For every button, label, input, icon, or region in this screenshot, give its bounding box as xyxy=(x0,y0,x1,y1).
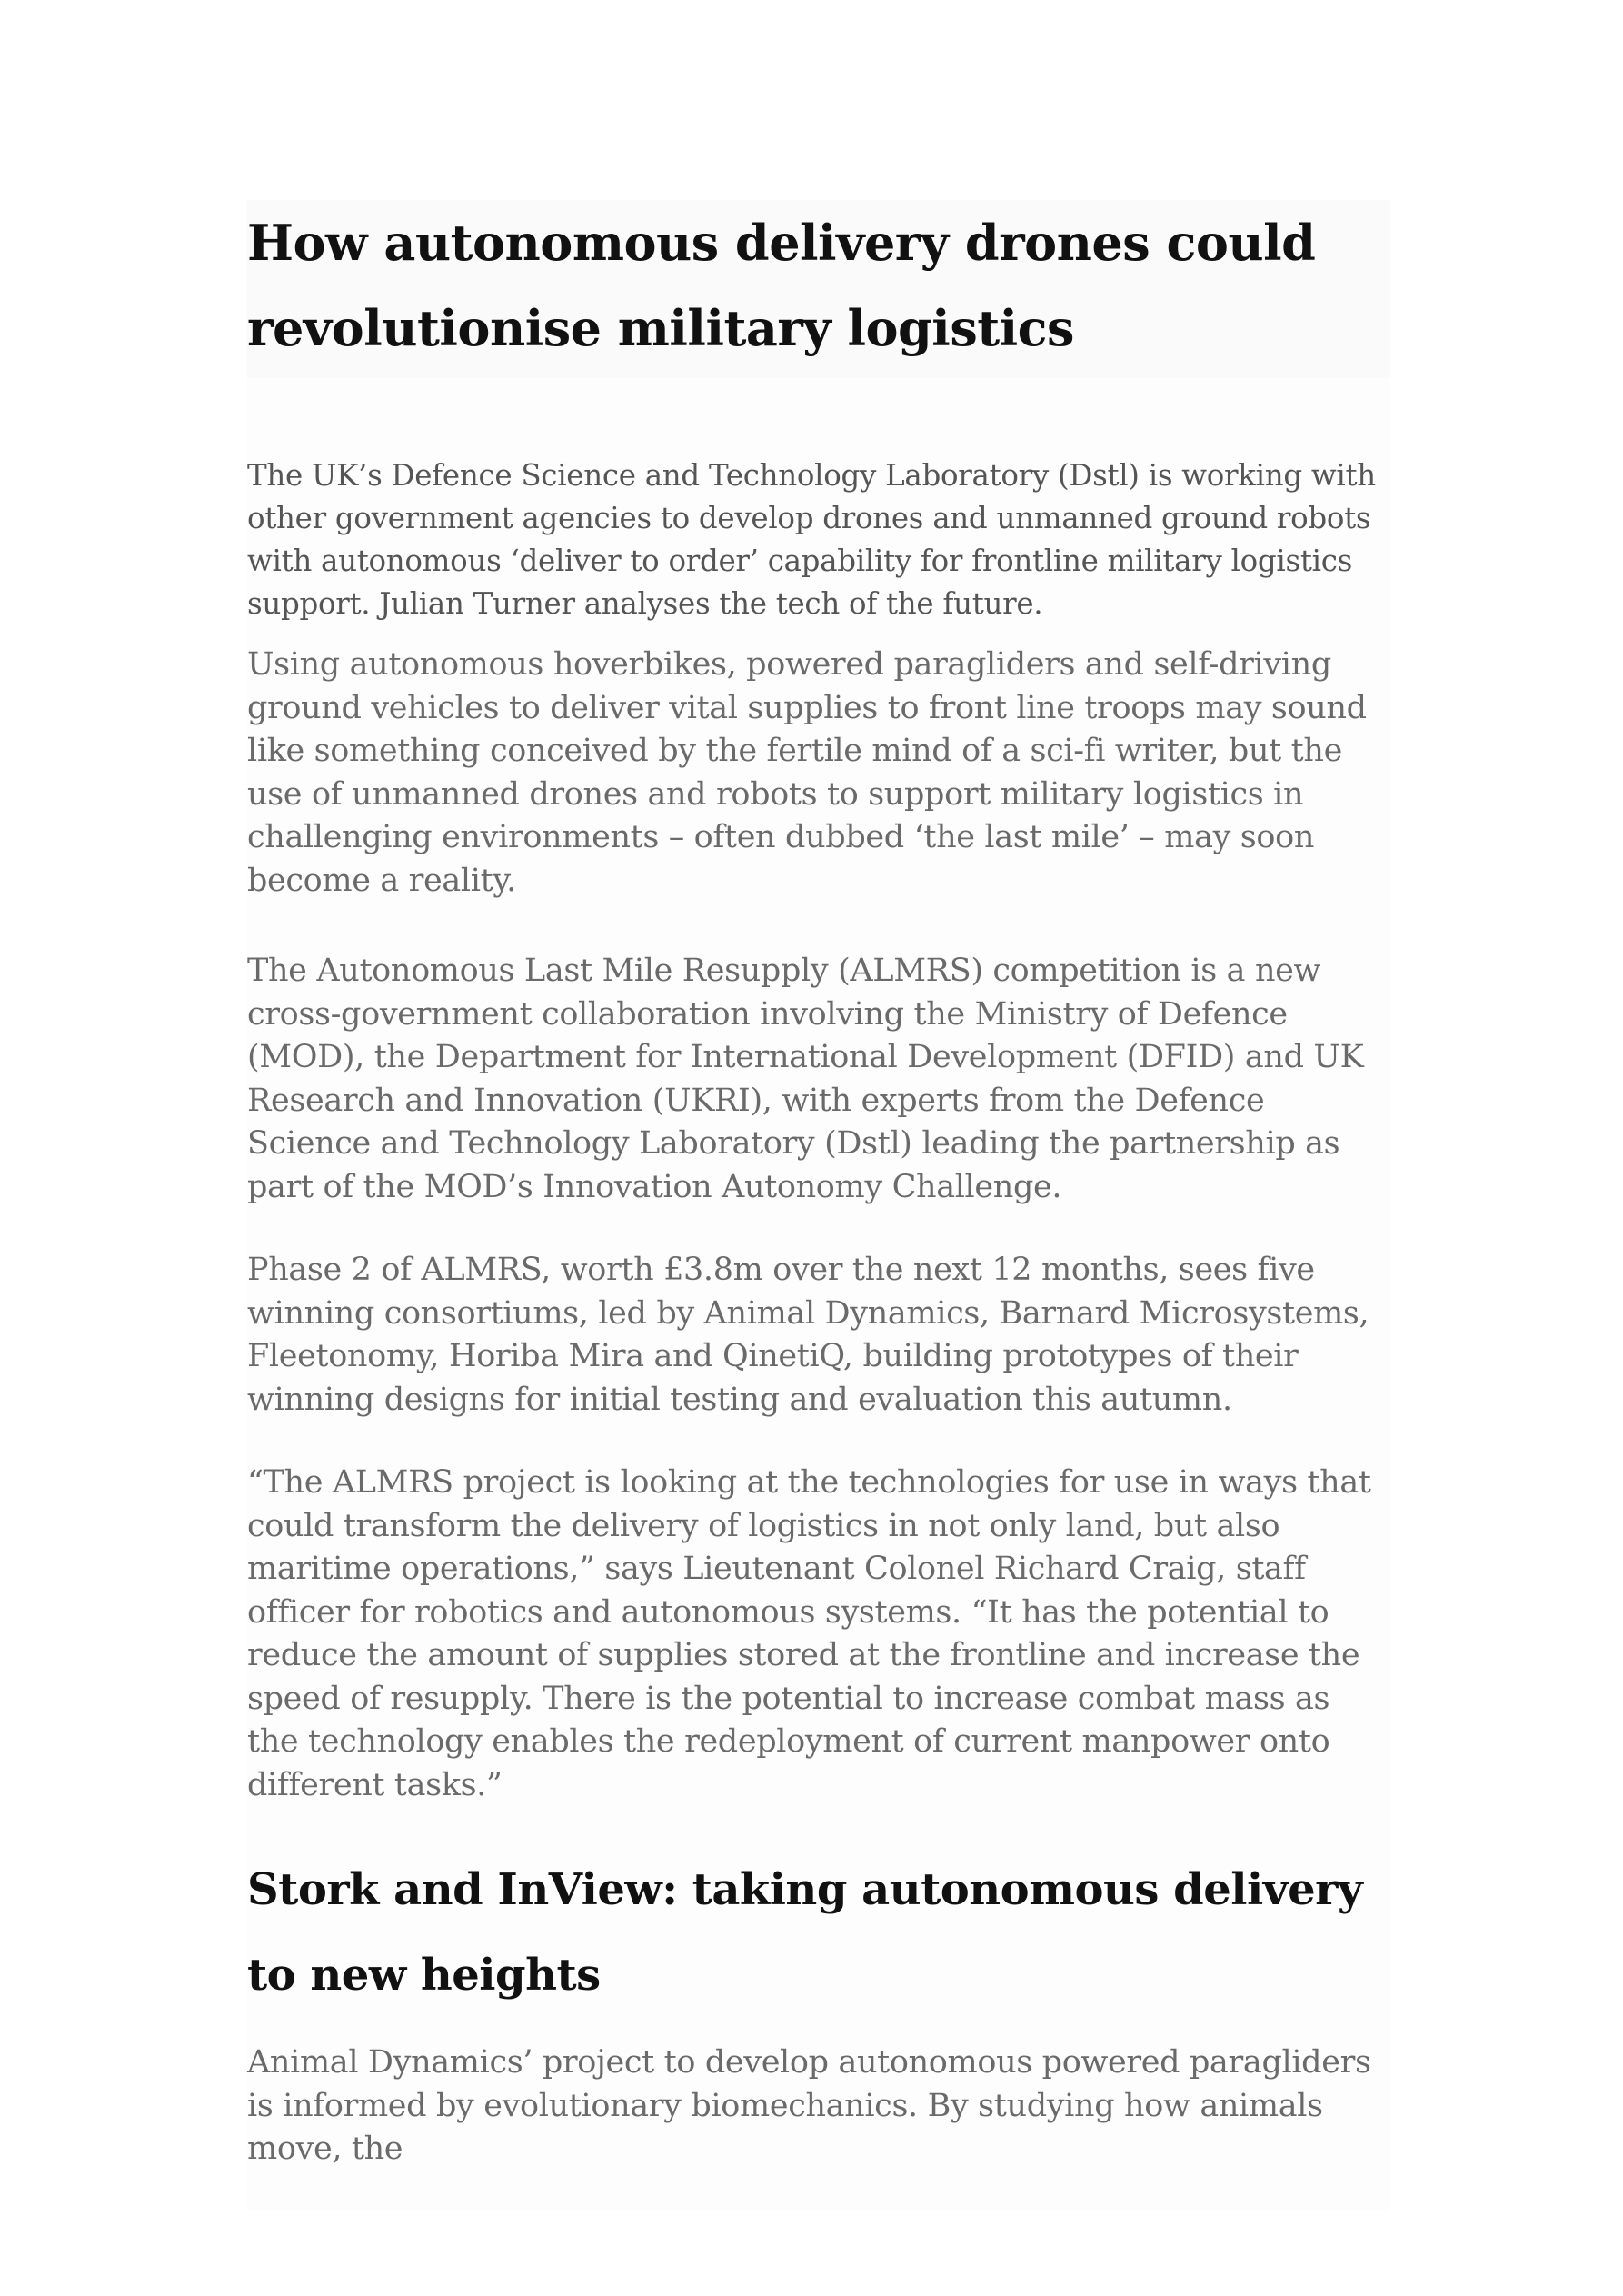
closing-paragraph: Animal Dynamics’ project to develop autonomous powered paragliders is informed by evolutionary biomechanics. By studying how animals move, the xyxy=(247,2044,1371,2167)
body-paragraph-2: The Autonomous Last Mile Resupply (ALMRS) competition is a new cross-government collaboration involving the Ministry of Defence (MOD), the Department for International Development (DFID) and UK Research and Innovation (UKRI), with experts from the Defence Science and Technology Laboratory (Dstl) leading the partnership as part of the MOD’s Innovation Autonomy Challenge. xyxy=(247,953,1364,1205)
article xyxy=(247,200,1390,2211)
section-subheading: Stork and InView: taking autonomous delivery to new heights xyxy=(247,1864,1363,2001)
article-standfirst: The UK’s Defence Science and Technology Laboratory (Dstl) is working with other government agencies to develop drones and unmanned ground robots with autonomous ‘deliver to order’ capability for frontline military logistics support. Julian Turner analyses the tech of the future. xyxy=(247,458,1376,621)
body-paragraph-3: Phase 2 of ALMRS, worth £3.8m over the next 12 months, sees five winning consortiums, led by Animal Dynamics, Barnard Microsystems, Fleetonomy, Horiba Mira and QinetiQ, building prototypes of their winning designs for initial testing and evaluation this autumn. xyxy=(247,1252,1369,1418)
article-title: How autonomous delivery drones could revolutionise military logistics xyxy=(247,214,1316,357)
body-paragraph-1: Using autonomous hoverbikes, powered paragliders and self-driving ground vehicles to deliver vital supplies to front line troops may sound like something conceived by the fertile mind of a sci-fi writer, but the use of unmanned drones and robots to support military logistics in challenging environments – often dubbed ‘the last mile’ – may soon become a reality. xyxy=(247,646,1367,899)
title-block xyxy=(247,200,1390,378)
body-paragraph-4: “The ALMRS project is looking at the technologies for use in ways that could transform the delivery of logistics in not only land, but also maritime operations,” says Lieutenant Colonel Richard Craig, staff officer for robotics and autonomous systems. “It has the potential to reduce the amount of supplies stored at the frontline and increase the speed of resupply. There is the potential to increase combat mass as the technology enables the redeployment of current manpower onto different tasks.” xyxy=(247,1464,1371,1803)
